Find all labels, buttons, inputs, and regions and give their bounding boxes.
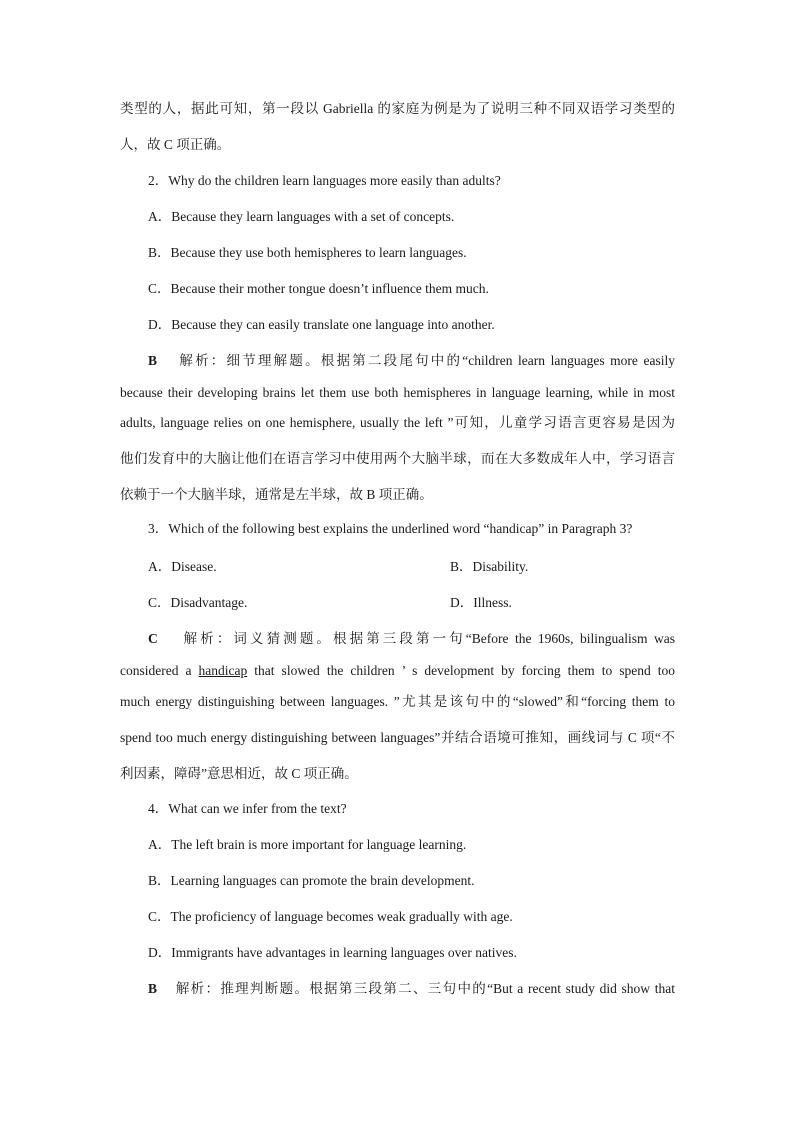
carryover-line: 人，故 C 项正确。	[120, 137, 231, 152]
explanation-line: spend too much energy distinguishing between languages”并结合语境可推知，画线词与 C 项“不	[120, 730, 675, 745]
explanation-line: 依赖于一个大脑半球，通常是左半球，故 B 项正确。	[120, 487, 433, 502]
explanation-line: because their developing brains let them use both hemispheres in language learning, while in most	[120, 385, 675, 400]
question-3-option-a: A．Disease.	[148, 559, 217, 574]
question-4-explanation: B 解析：推理判断题。根据第三段第二、三句中的“But a recent study did show that	[148, 981, 675, 996]
question-4-option-c: C．The proficiency of language becomes weak gradually with age.	[148, 909, 513, 924]
explanation-line: much energy distinguishing between languages. ”尤其是该句中的“slowed”和“forcing them to	[120, 694, 675, 709]
question-3-option-d: D．Illness.	[450, 595, 512, 610]
question-2-stem: 2．Why do the children learn languages more easily than adults?	[148, 173, 501, 188]
explanation-line: 他们发育中的大脑让他们在语言学习中使用两个大脑半球，而在大多数成年人中，学习语言	[120, 451, 675, 466]
question-2-option-c: C．Because their mother tongue doesn’t influence them much.	[148, 281, 489, 296]
question-2-option-b: B．Because they use both hemispheres to learn languages.	[148, 245, 467, 260]
question-3-stem: 3．Which of the following best explains the underlined word “handicap” in Paragraph 3?	[148, 521, 633, 536]
question-2-option-d: D．Because they can easily translate one language into another.	[148, 317, 495, 332]
explanation-line: considered a handicap that slowed the children ’ s development by forcing them to spend too	[120, 663, 676, 678]
question-2-option-a: A．Because they learn languages with a set of concepts.	[148, 209, 455, 224]
answer-letter: C	[148, 631, 158, 646]
carryover-line: 类型的人，据此可知，第一段以 Gabriella 的家庭为例是为了说明三种不同双语学习类型的	[120, 101, 675, 116]
question-4-option-d: D．Immigrants have advantages in learning languages over natives.	[148, 945, 517, 960]
answer-letter: B	[148, 981, 158, 996]
explanation-line: adults, language relies on one hemisphere, usually the left ”可知，儿童学习语言更容易是因为	[120, 415, 675, 430]
question-3-option-b: B．Disability.	[450, 559, 529, 574]
question-3-option-c: C．Disadvantage.	[148, 595, 248, 610]
question-4-option-a: A．The left brain is more important for language learning.	[148, 837, 467, 852]
answer-letter: B	[148, 353, 158, 368]
question-4-option-b: B．Learning languages can promote the brain development.	[148, 873, 475, 888]
question-3-explanation: C 解析：词义猜测题。根据第三段第一句“Before the 1960s, bilingualism was	[148, 631, 675, 646]
question-4-stem: 4．What can we infer from the text?	[148, 801, 347, 816]
question-2-explanation: B 解析：细节理解题。根据第二段尾句中的“children learn languages more easily	[148, 353, 675, 368]
explanation-line: 利因素，障碍”意思相近，故 C 项正确。	[120, 766, 358, 781]
underlined-word: handicap	[198, 663, 248, 678]
